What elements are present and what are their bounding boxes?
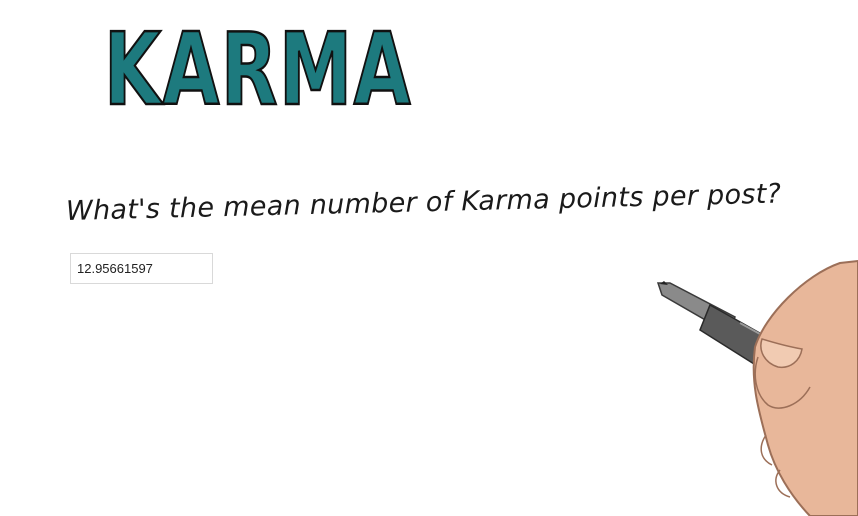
question-text: What's the mean number of Karma points per post? (65, 178, 782, 227)
karma-title-text: KARMA (104, 11, 412, 128)
hand-icon (754, 261, 858, 516)
karma-title-logo (100, 11, 420, 128)
answer-input[interactable] (70, 253, 213, 284)
hand-with-pen-illustration (640, 255, 858, 516)
